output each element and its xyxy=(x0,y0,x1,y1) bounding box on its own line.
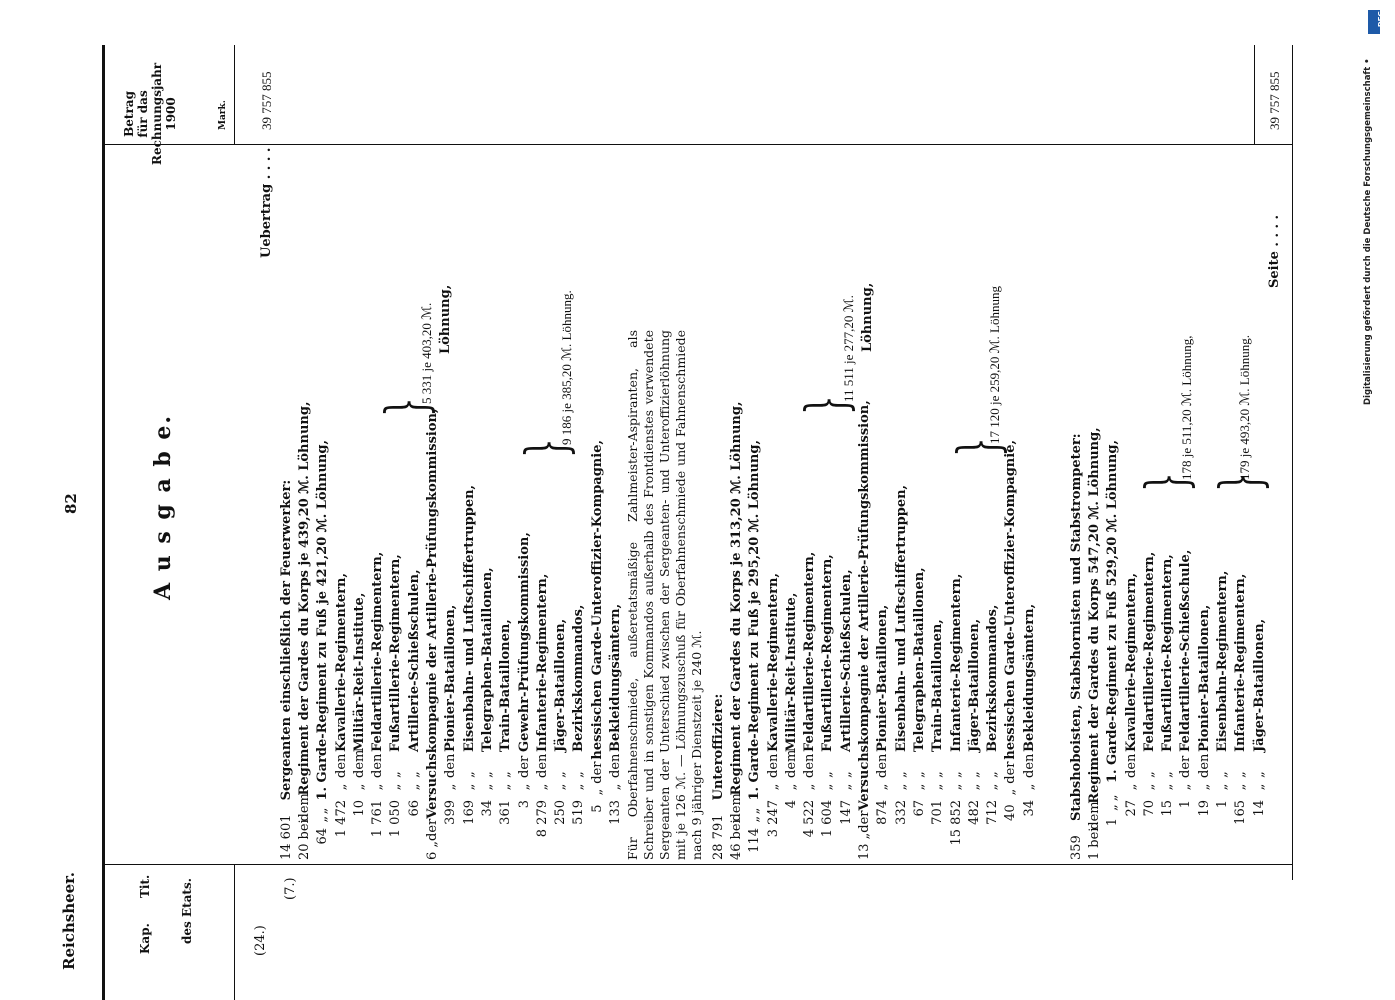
sergeanten-prep: „ xyxy=(370,783,386,791)
sergeanten-unit: Train-Bataillonen, xyxy=(498,619,514,752)
sergeanten-article: „ xyxy=(553,771,569,778)
unteroffiziere-prep: „ xyxy=(765,783,781,791)
sergeanten-unit: Artillerie-Schießschulen, xyxy=(406,569,422,752)
stabshoboisten-count: 1 xyxy=(1105,817,1121,827)
sergeanten-row xyxy=(406,440,424,860)
stabshoboisten-prep: „ xyxy=(1215,783,1231,791)
sergeanten-article: dem xyxy=(351,749,367,778)
unteroffiziere-unit: Versuchskompagnie der Artillerie-Prüfungskommission, xyxy=(857,400,873,811)
stabshoboisten-unit: Fußartillerie-Regimentern, xyxy=(1160,554,1176,752)
sergeanten-total: 14 601 xyxy=(279,814,294,860)
sergeanten-row xyxy=(607,440,625,860)
unteroffiziere-row xyxy=(856,400,874,860)
stabshoboisten-prep: „ xyxy=(1141,783,1157,791)
sergeanten-count: 361 xyxy=(498,800,514,825)
sergeanten-count: 1 050 xyxy=(388,800,404,838)
stabshoboisten-row xyxy=(1232,440,1250,860)
unteroffiziere-count: 712 xyxy=(985,800,1001,825)
stabshoboisten-unit: Eisenbahn-Regimentern, xyxy=(1215,570,1231,752)
sergeanten-unit: Regiment der Gardes du Korps je 439,20 ℳ. Löhnung, xyxy=(297,401,312,796)
sergeanten-prep: „ xyxy=(516,783,532,791)
tit-value: (7.) xyxy=(283,877,298,900)
unteroffiziere-article: dem xyxy=(729,793,744,822)
sergeanten-count: 34 xyxy=(479,800,495,817)
stabshoboisten-count: 165 xyxy=(1233,800,1249,825)
unteroffiziere-article: „ xyxy=(930,771,946,778)
sergeanten-brace2-label xyxy=(558,290,577,445)
sergeanten-article: den xyxy=(370,753,386,778)
stabshoboisten-count: 19 xyxy=(1196,800,1212,817)
sergeanten-count: 66 xyxy=(406,800,422,817)
sergeanten-prep: „ xyxy=(388,783,404,791)
stabshoboisten-prep: „ xyxy=(1196,783,1212,791)
stabshoboisten-count: 27 xyxy=(1123,800,1139,817)
stabshoboisten-article: „ xyxy=(1215,771,1231,778)
unteroffiziere-row xyxy=(801,440,819,860)
unteroffiziere-article: den xyxy=(765,753,781,778)
sergeanten-unit: 1. Garde-Regiment zu Fuß je 421,20 ℳ. Löhnung, xyxy=(315,440,331,801)
sergeanten-row xyxy=(516,440,534,860)
unteroffiziere-count: 4 522 xyxy=(802,800,818,838)
unteroffiziere-row xyxy=(874,440,892,860)
unteroffiziere-row xyxy=(819,440,837,860)
footer-bottom-rule xyxy=(1292,45,1293,880)
unteroffiziere-brace1-text: 11 511 je 277,20 ℳ. xyxy=(841,295,856,402)
amount-header: Betrag für das Rechnungsjahr 1900 xyxy=(122,62,178,165)
stabshoboisten-unit: Feldartillerie-Schießschule, xyxy=(1178,549,1194,752)
stabshoboisten-unit: Kavallerie-Regimentern, xyxy=(1123,573,1139,752)
stabshoboisten-unit: Infanterie-Regimentern, xyxy=(1233,573,1249,752)
unteroffiziere-row xyxy=(966,440,984,860)
sergeanten-prep: „ xyxy=(553,783,569,791)
sergeanten-count: 8 279 xyxy=(534,800,550,838)
des-etats-header: des Etats. xyxy=(180,878,194,944)
sergeanten-count: 250 xyxy=(553,800,569,825)
sergeanten-row xyxy=(461,440,479,860)
unteroffiziere-unit: Bezirkskommandos, xyxy=(985,604,1001,752)
stabshoboisten-row xyxy=(1214,440,1232,860)
sergeanten-prep: „ xyxy=(461,783,477,791)
footer-label: Seite . . . . xyxy=(1267,214,1282,288)
sergeanten-count: 519 xyxy=(571,800,587,825)
stabshoboisten-row xyxy=(1177,440,1195,860)
unteroffiziere-header-row xyxy=(710,694,728,860)
sergeanten-unit: Gewehr-Prüfungskommission, xyxy=(516,532,532,752)
unteroffiziere-row xyxy=(746,440,764,860)
sergeanten-article: „ xyxy=(406,771,422,778)
stabshoboisten-article: den xyxy=(1123,753,1139,778)
sergeanten-unit: Infanterie-Regimentern, xyxy=(534,573,550,752)
stabshoboisten-row xyxy=(1141,440,1159,860)
unteroffiziere-article: den xyxy=(875,753,891,778)
sergeanten-prep: „ xyxy=(589,788,605,796)
sergeanten-count: 10 xyxy=(351,800,367,817)
sergeanten-count: 3 xyxy=(516,800,532,809)
unteroffiziere-row xyxy=(765,440,783,860)
sergeanten-count: 1 472 xyxy=(333,800,349,838)
unteroffiziere-unit: Artillerie-Schießschulen, xyxy=(838,569,854,752)
stabshoboisten-article: „ xyxy=(1141,771,1157,778)
sergeanten-list xyxy=(296,401,625,860)
stabshoboisten-unit: 1. Garde-Regiment zu Fuß 529,20 ℳ. Löhnung, xyxy=(1105,440,1121,784)
sergeanten-count: 399 xyxy=(443,800,459,825)
dfg-logo-text: DFG xyxy=(1377,10,1385,28)
sergeanten-unit: Pionier-Bataillonen, xyxy=(443,604,459,752)
sergeanten-unit: Feldartillerie-Regimentern, xyxy=(370,551,386,752)
unteroffiziere-count: 482 xyxy=(966,800,982,825)
sergeanten-unit: Militär-Reit-Institute, xyxy=(351,592,367,752)
amount-rule xyxy=(102,144,1292,145)
sergeanten-brace2: } xyxy=(515,438,580,458)
stabshoboisten-prep: „ xyxy=(1105,804,1121,811)
sergeanten-row xyxy=(552,440,570,860)
unteroffiziere-prep: „ xyxy=(1021,783,1037,791)
unteroffiziere-prep: „ xyxy=(857,832,873,840)
stabshoboisten-article: „ xyxy=(1251,771,1267,778)
stabshoboisten-prep: bei xyxy=(1087,827,1102,848)
unteroffiziere-count: 147 xyxy=(838,800,854,825)
sergeanten-row xyxy=(534,440,552,860)
unteroffiziere-article: „ xyxy=(747,807,763,815)
unteroffiziere-unit: Regiment der Gardes du Korps je 313,20 ℳ. Löhnung, xyxy=(729,401,744,796)
stabshoboisten-unit: Jäger-Bataillonen, xyxy=(1251,618,1267,752)
unteroffiziere-unit: Infanterie-Regimentern, xyxy=(948,573,964,752)
unteroffiziere-count: 332 xyxy=(893,800,909,825)
unteroffiziere-article: der xyxy=(857,810,873,833)
sergeanten-row xyxy=(314,440,332,860)
stabshoboisten-header-row xyxy=(1068,433,1086,860)
sergeanten-note: Für Oberfahnenschmiede, außeretatsmäßige Zahlmeister-Aspiranten, als Schreiber und in sonstigen Kommandos außerhalb des Frontdienstes verwendete Sergeanten der Unterschied zwischen der Sergeanten- und Unteroffizierlöhnung mit je 126 ℳ. — Löhnungszuschuß für Oberfahnenschmiede und Fahnenschmiede nach 9 jähriger Dienstzeit je 240 ℳ. xyxy=(625,330,704,860)
unteroffiziere-count: 67 xyxy=(911,800,927,817)
stabshoboisten-total: 359 xyxy=(1069,835,1084,860)
stabshoboisten-prep: „ xyxy=(1160,783,1176,791)
sergeanten-article: „ xyxy=(479,771,495,778)
unteroffiziere-count: 114 xyxy=(747,828,763,853)
unteroffiziere-count: 4 xyxy=(783,800,799,809)
unteroffiziere-article: „ xyxy=(893,771,909,778)
unteroffiziere-article: dem xyxy=(783,749,799,778)
sergeanten-count: 20 xyxy=(297,843,312,860)
unteroffiziere-prep: „ xyxy=(911,783,927,791)
stabshoboisten-row xyxy=(1104,440,1122,860)
stabshoboisten-count: 1 xyxy=(1178,800,1194,809)
sergeanten-brace1: } xyxy=(375,397,440,417)
sergeanten-unit: Bekleidungsämtern, xyxy=(608,603,624,752)
unteroffiziere-article: „ xyxy=(911,771,927,778)
stabshoboisten-unit: Regiment der Gardes du Korps 547,20 ℳ. Löhnung, xyxy=(1087,427,1102,804)
unteroffiziere-article: „ xyxy=(948,771,964,778)
sergeanten-article: den xyxy=(443,753,459,778)
kap-tit-rule xyxy=(102,864,1292,865)
unteroffiziere-count: 874 xyxy=(875,800,891,825)
unteroffiziere-row xyxy=(893,440,911,860)
sergeanten-article: den xyxy=(608,753,624,778)
unteroffiziere-prep: „ xyxy=(783,783,799,791)
unteroffiziere-brace2: } xyxy=(947,437,1012,457)
amount-header-rule xyxy=(234,45,235,145)
sergeanten-row xyxy=(442,440,460,860)
stabshoboisten-prep: „ xyxy=(1178,783,1194,791)
sergeanten-row xyxy=(570,440,588,860)
stabshoboisten-prep: „ xyxy=(1251,783,1267,791)
sergeanten-brace1-label xyxy=(418,285,456,404)
sergeanten-row xyxy=(424,408,442,860)
sergeanten-article: der xyxy=(589,761,605,784)
stabshoboisten-row xyxy=(1086,427,1104,860)
kap-header: Kap. xyxy=(138,923,152,954)
kap-value: (24.) xyxy=(253,925,268,956)
sergeanten-brace2-text: 9 186 je 385,20 ℳ. Löhnung. xyxy=(559,290,574,445)
stabshoboisten-article: „ xyxy=(1160,771,1176,778)
unteroffiziere-unit: 1. Garde-Regiment zu Fuß je 295,20 ℳ. Löhnung, xyxy=(747,440,763,801)
sergeanten-article: den xyxy=(333,753,349,778)
sergeanten-heading: Sergeanten einschließlich der Feuerwerker: xyxy=(279,479,294,801)
unteroffiziere-brace1: } xyxy=(795,395,860,415)
header-top-rule xyxy=(102,45,105,1000)
sergeanten-article: „ xyxy=(315,807,331,815)
sergeanten-unit: Kavallerie-Regimentern, xyxy=(333,573,349,752)
unteroffiziere-heading: Unteroffiziere: xyxy=(711,693,726,801)
sergeanten-prep: „ xyxy=(534,783,550,791)
stabshoboisten-article: dem xyxy=(1087,801,1102,830)
unteroffiziere-row xyxy=(948,440,966,860)
unteroffiziere-prep: „ xyxy=(820,783,836,791)
stabshoboisten-article: der xyxy=(1178,755,1194,778)
unteroffiziere-count: 13 xyxy=(857,843,873,860)
stabshoboisten-unit: Pionier-Bataillonen, xyxy=(1196,604,1212,752)
stabshoboisten-brace1-text: 178 je 511,20 ℳ. Löhnung, xyxy=(1179,335,1194,480)
sergeanten-row xyxy=(351,440,369,860)
sergeanten-article: „ xyxy=(498,771,514,778)
sergeanten-prep: „ xyxy=(608,783,624,791)
sergeanten-article: der xyxy=(425,818,441,841)
digitization-note xyxy=(1355,0,1395,1000)
running-head: Reichsheer. xyxy=(60,872,78,970)
stabshoboisten-prep: „ xyxy=(1233,783,1249,791)
sergeanten-article: der xyxy=(516,755,532,778)
unteroffiziere-prep: „ xyxy=(930,783,946,791)
unteroffiziere-article: „ xyxy=(985,771,1001,778)
sergeanten-count: 1 761 xyxy=(370,800,386,838)
sergeanten-row xyxy=(479,440,497,860)
tit-header: Tit. xyxy=(138,874,152,898)
sergeanten-article: „ xyxy=(571,771,587,778)
unteroffiziere-prep: „ xyxy=(802,783,818,791)
sergeanten-unit: Eisenbahn- und Luftschiffertruppen, xyxy=(461,484,477,752)
unteroffiziere-row xyxy=(911,440,929,860)
unteroffiziere-prep: „ xyxy=(893,783,909,791)
sergeanten-prep: „ xyxy=(479,783,495,791)
unteroffiziere-row xyxy=(838,440,856,860)
unteroffiziere-article: „ xyxy=(838,771,854,778)
stabshoboisten-article: den xyxy=(1196,753,1212,778)
sergeanten-prep: „ xyxy=(406,783,422,791)
stabshoboisten-count: 15 xyxy=(1160,800,1176,817)
sergeanten-article: „ xyxy=(388,771,404,778)
unteroffiziere-unit: Train-Bataillonen, xyxy=(930,619,946,752)
unteroffiziere-count: 40 xyxy=(1003,804,1019,821)
unteroffiziere-count: 3 247 xyxy=(765,800,781,838)
stabshoboisten-row xyxy=(1251,440,1269,860)
unteroffiziere-row xyxy=(929,440,947,860)
sergeanten-count: 133 xyxy=(608,800,624,825)
digitization-note-text: Digitalisierung gefördert durch die Deutsche Forschungsgemeinschaft • xyxy=(1363,58,1373,405)
unteroffiziere-article: den xyxy=(802,753,818,778)
sergeanten-prep: „ xyxy=(351,783,367,791)
unteroffiziere-total: 28 791 xyxy=(711,814,726,860)
unteroffiziere-unit: Militär-Reit-Institute, xyxy=(783,592,799,752)
sergeanten-article: „ xyxy=(461,771,477,778)
sergeanten-header-row xyxy=(278,480,296,860)
sergeanten-brace1-text2: Löhnung, xyxy=(438,284,454,354)
stabshoboisten-count: 14 xyxy=(1251,800,1267,817)
sergeanten-unit: Telegraphen-Bataillonen, xyxy=(479,567,495,752)
stabshoboisten-count: 1 xyxy=(1215,800,1231,809)
sergeanten-row xyxy=(333,440,351,860)
amount-unit: Mark. xyxy=(218,100,228,130)
sergeanten-row xyxy=(497,440,515,860)
stabshoboisten-list xyxy=(1086,427,1274,860)
sergeanten-unit: Versuchskompagnie der Artillerie-Prüfungskommission, xyxy=(425,408,441,819)
unteroffiziere-unit: Fußartillerie-Regimentern, xyxy=(820,554,836,752)
unteroffiziere-unit: Telegraphen-Bataillonen, xyxy=(911,567,927,752)
sergeanten-prep: „ xyxy=(571,783,587,791)
stabshoboisten-count: 70 xyxy=(1141,800,1157,817)
sergeanten-count: 169 xyxy=(461,800,477,825)
sergeanten-prep: „ xyxy=(498,783,514,791)
sergeanten-count: 64 xyxy=(315,828,331,845)
unteroffiziere-list xyxy=(728,400,1039,860)
sergeanten-unit: Bezirkskommandos, xyxy=(571,604,587,752)
unteroffiziere-prep: „ xyxy=(985,783,1001,791)
unteroffiziere-unit: Kavallerie-Regimentern, xyxy=(765,573,781,752)
unteroffiziere-count: 34 xyxy=(1021,800,1037,817)
unteroffiziere-row xyxy=(783,440,801,860)
unteroffiziere-unit: Feldartillerie-Regimentern, xyxy=(802,551,818,752)
section-title: A u s g a b e. xyxy=(150,413,176,600)
sergeanten-row xyxy=(387,440,405,860)
sergeanten-article: dem xyxy=(297,793,312,822)
page-number: 82 xyxy=(62,493,80,514)
carry-over-amount: 39 757 855 xyxy=(259,71,274,130)
unteroffiziere-prep: „ xyxy=(838,783,854,791)
unteroffiziere-prep: „ xyxy=(948,783,964,791)
unteroffiziere-count: 701 xyxy=(930,800,946,825)
unteroffiziere-count: 46 xyxy=(729,843,744,860)
unteroffiziere-unit: Eisenbahn- und Luftschiffertruppen, xyxy=(893,484,909,752)
unteroffiziere-prep: bei xyxy=(729,819,744,840)
stabshoboisten-brace1: } xyxy=(1135,472,1200,492)
unteroffiziere-row xyxy=(984,440,1002,860)
sergeanten-row xyxy=(589,440,607,860)
sergeanten-count: 5 xyxy=(589,804,605,813)
stabshoboisten-row xyxy=(1159,440,1177,860)
unteroffiziere-article: „ xyxy=(820,771,836,778)
unteroffiziere-row xyxy=(1002,440,1020,860)
stabshoboisten-article: „ xyxy=(1233,771,1249,778)
sergeanten-unit: hessischen Garde-Unteroffizier-Kompagnie, xyxy=(589,440,605,760)
unteroffiziere-prep: „ xyxy=(966,783,982,791)
sergeanten-brace1-text: 5 331 je 403,20 ℳ. xyxy=(419,302,434,404)
stabshoboisten-brace2: } xyxy=(1209,472,1274,492)
header-bottom-rule xyxy=(234,865,235,1000)
footer-amount: 39 757 855 xyxy=(1267,71,1282,130)
unteroffiziere-brace2-text: 17 120 je 259,20 ℳ. Löhnung xyxy=(987,286,1002,444)
unteroffiziere-prep: „ xyxy=(1003,788,1019,796)
sergeanten-prep: „ xyxy=(315,815,331,823)
unteroffiziere-brace1-text2: Löhnung, xyxy=(860,282,876,352)
unteroffiziere-row xyxy=(1021,440,1039,860)
stabshoboisten-heading: Stabshoboisten, Stabshornisten und Stabstrompeter: xyxy=(1069,433,1084,822)
sergeanten-prep: bei xyxy=(297,819,312,840)
sergeanten-unit: Jäger-Bataillonen, xyxy=(553,618,569,752)
unteroffiziere-unit: hessischen Garde-Unteroffizier-Kompagnie, xyxy=(1003,440,1019,760)
footer-top-rule xyxy=(1254,45,1255,145)
stabshoboisten-brace2-label xyxy=(1236,335,1255,480)
stabshoboisten-unit: Feldartillerie-Regimentern, xyxy=(1141,551,1157,752)
stabshoboisten-row xyxy=(1123,440,1141,860)
unteroffiziere-brace1-label xyxy=(840,283,878,402)
carry-over-label: Uebertrag . . . . xyxy=(259,147,274,258)
stabshoboisten-brace1-label xyxy=(1178,336,1197,481)
unteroffiziere-count: 15 852 xyxy=(948,800,964,846)
unteroffiziere-prep: „ xyxy=(875,783,891,791)
sergeanten-row xyxy=(296,401,314,860)
sergeanten-unit: Fußartillerie-Regimentern, xyxy=(388,554,404,752)
stabshoboisten-prep: „ xyxy=(1123,783,1139,791)
dfg-logo xyxy=(1368,10,1385,34)
stabshoboisten-article: „ xyxy=(1105,794,1121,802)
sergeanten-article: den xyxy=(534,753,550,778)
unteroffiziere-unit: Pionier-Bataillonen, xyxy=(875,604,891,752)
unteroffiziere-row xyxy=(728,401,746,860)
sergeanten-count: 6 xyxy=(425,851,441,860)
unteroffiziere-brace2-label xyxy=(986,286,1005,444)
sergeanten-row xyxy=(369,440,387,860)
sergeanten-prep: „ xyxy=(443,783,459,791)
stabshoboisten-row xyxy=(1196,440,1214,860)
stabshoboisten-brace2-text: 179 je 493,20 ℳ. Löhnung. xyxy=(1237,335,1252,480)
unteroffiziere-article: den xyxy=(1021,753,1037,778)
unteroffiziere-article: der xyxy=(1003,761,1019,784)
sergeanten-prep: „ xyxy=(333,783,349,791)
unteroffiziere-unit: Bekleidungsämtern, xyxy=(1021,603,1037,752)
unteroffiziere-prep: „ xyxy=(747,815,763,823)
sergeanten-prep: „ xyxy=(425,840,441,848)
stabshoboisten-count: 1 xyxy=(1087,851,1102,860)
unteroffiziere-unit: Jäger-Bataillonen, xyxy=(966,618,982,752)
unteroffiziere-article: „ xyxy=(966,771,982,778)
unteroffiziere-count: 1 604 xyxy=(820,800,836,838)
